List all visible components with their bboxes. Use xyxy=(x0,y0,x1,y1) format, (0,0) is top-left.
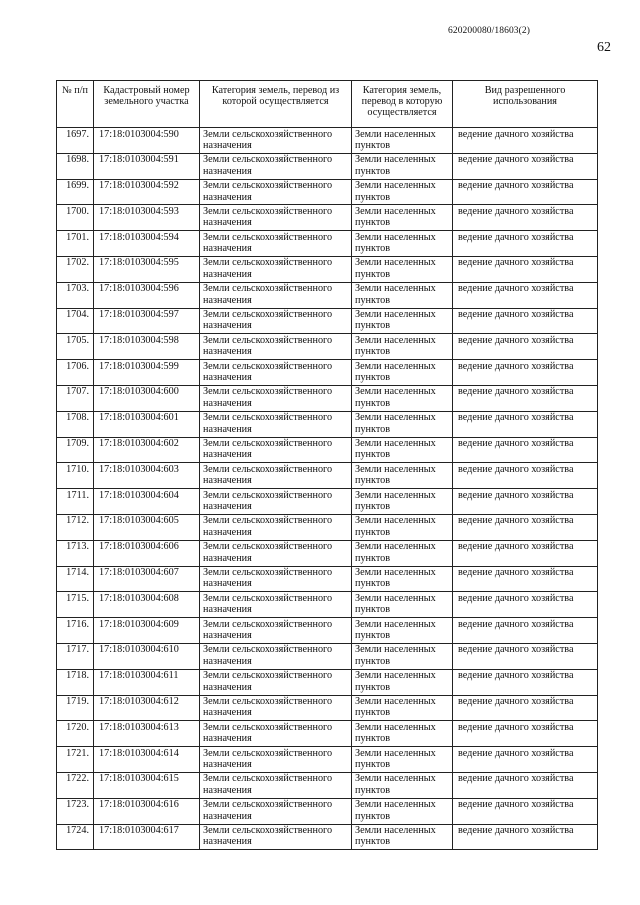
category-from-cell: Земли сельскохозяйственного назначения xyxy=(200,798,352,824)
cadastral-number-cell: 17:18:0103004:593 xyxy=(94,205,200,231)
category-from-cell: Земли сельскохозяйственного назначения xyxy=(200,334,352,360)
table-row xyxy=(57,411,598,437)
table-row xyxy=(57,282,598,308)
table-row xyxy=(57,437,598,463)
permitted-use-cell: ведение дачного хозяйства xyxy=(453,489,598,515)
category-to-cell: Земли населенных пунктов xyxy=(352,566,453,592)
permitted-use-cell: ведение дачного хозяйства xyxy=(453,256,598,282)
category-to-cell: Земли населенных пунктов xyxy=(352,592,453,618)
category-to-cell: Земли населенных пунктов xyxy=(352,308,453,334)
row-number-cell: 1710. xyxy=(57,463,94,489)
column-header-number: № п/п xyxy=(57,81,94,128)
permitted-use-cell: ведение дачного хозяйства xyxy=(453,334,598,360)
category-to-cell: Земли населенных пунктов xyxy=(352,128,453,154)
cadastral-number-cell: 17:18:0103004:598 xyxy=(94,334,200,360)
category-to-cell: Земли населенных пунктов xyxy=(352,721,453,747)
table-row xyxy=(57,231,598,257)
category-from-cell: Земли сельскохозяйственного назначения xyxy=(200,437,352,463)
cadastral-number-cell: 17:18:0103004:613 xyxy=(94,721,200,747)
table-row xyxy=(57,772,598,798)
category-from-cell: Земли сельскохозяйственного назначения xyxy=(200,360,352,386)
permitted-use-cell: ведение дачного хозяйства xyxy=(453,437,598,463)
table-row xyxy=(57,308,598,334)
table-row xyxy=(57,514,598,540)
category-to-cell: Земли населенных пунктов xyxy=(352,463,453,489)
row-number-cell: 1717. xyxy=(57,643,94,669)
category-to-cell: Земли населенных пунктов xyxy=(352,695,453,721)
permitted-use-cell: ведение дачного хозяйства xyxy=(453,308,598,334)
row-number-cell: 1721. xyxy=(57,747,94,773)
permitted-use-cell: ведение дачного хозяйства xyxy=(453,205,598,231)
category-to-cell: Земли населенных пунктов xyxy=(352,824,453,850)
permitted-use-cell: ведение дачного хозяйства xyxy=(453,618,598,644)
table-row xyxy=(57,128,598,154)
permitted-use-cell: ведение дачного хозяйства xyxy=(453,747,598,773)
permitted-use-cell: ведение дачного хозяйства xyxy=(453,385,598,411)
table-header xyxy=(57,81,598,128)
row-number-cell: 1704. xyxy=(57,308,94,334)
cadastral-number-cell: 17:18:0103004:612 xyxy=(94,695,200,721)
row-number-cell: 1715. xyxy=(57,592,94,618)
row-number-cell: 1699. xyxy=(57,179,94,205)
cadastral-number-cell: 17:18:0103004:616 xyxy=(94,798,200,824)
permitted-use-cell: ведение дачного хозяйства xyxy=(453,721,598,747)
permitted-use-cell: ведение дачного хозяйства xyxy=(453,231,598,257)
category-from-cell: Земли сельскохозяйственного назначения xyxy=(200,205,352,231)
category-to-cell: Земли населенных пунктов xyxy=(352,179,453,205)
column-header-category-to: Категория земель, перевод в которую осуществляется xyxy=(352,81,453,128)
category-to-cell: Земли населенных пунктов xyxy=(352,669,453,695)
table-row xyxy=(57,153,598,179)
permitted-use-cell: ведение дачного хозяйства xyxy=(453,153,598,179)
row-number-cell: 1701. xyxy=(57,231,94,257)
row-number-cell: 1714. xyxy=(57,566,94,592)
category-from-cell: Земли сельскохозяйственного назначения xyxy=(200,411,352,437)
row-number-cell: 1718. xyxy=(57,669,94,695)
cadastral-number-cell: 17:18:0103004:602 xyxy=(94,437,200,463)
cadastral-number-cell: 17:18:0103004:590 xyxy=(94,128,200,154)
category-from-cell: Земли сельскохозяйственного назначения xyxy=(200,463,352,489)
table-row xyxy=(57,721,598,747)
permitted-use-cell: ведение дачного хозяйства xyxy=(453,566,598,592)
row-number-cell: 1707. xyxy=(57,385,94,411)
category-from-cell: Земли сельскохозяйственного назначения xyxy=(200,540,352,566)
cadastral-number-cell: 17:18:0103004:594 xyxy=(94,231,200,257)
row-number-cell: 1703. xyxy=(57,282,94,308)
row-number-cell: 1711. xyxy=(57,489,94,515)
permitted-use-cell: ведение дачного хозяйства xyxy=(453,179,598,205)
row-number-cell: 1719. xyxy=(57,695,94,721)
table-row xyxy=(57,256,598,282)
cadastral-number-cell: 17:18:0103004:607 xyxy=(94,566,200,592)
row-number-cell: 1713. xyxy=(57,540,94,566)
permitted-use-cell: ведение дачного хозяйства xyxy=(453,669,598,695)
cadastral-number-cell: 17:18:0103004:595 xyxy=(94,256,200,282)
cadastral-number-cell: 17:18:0103004:606 xyxy=(94,540,200,566)
column-header-cadastral-number: Кадастровый номер земельного участка xyxy=(94,81,200,128)
row-number-cell: 1709. xyxy=(57,437,94,463)
cadastral-number-cell: 17:18:0103004:615 xyxy=(94,772,200,798)
row-number-cell: 1722. xyxy=(57,772,94,798)
cadastral-number-cell: 17:18:0103004:604 xyxy=(94,489,200,515)
category-from-cell: Земли сельскохозяйственного назначения xyxy=(200,772,352,798)
row-number-cell: 1716. xyxy=(57,618,94,644)
cadastral-number-cell: 17:18:0103004:617 xyxy=(94,824,200,850)
category-from-cell: Земли сельскохозяйственного назначения xyxy=(200,514,352,540)
table-row xyxy=(57,205,598,231)
column-header-category-from: Категория земель, перевод из которой осуществляется xyxy=(200,81,352,128)
category-to-cell: Земли населенных пунктов xyxy=(352,334,453,360)
category-to-cell: Земли населенных пунктов xyxy=(352,282,453,308)
cadastral-number-cell: 17:18:0103004:596 xyxy=(94,282,200,308)
table-row xyxy=(57,179,598,205)
permitted-use-cell: ведение дачного хозяйства xyxy=(453,411,598,437)
category-to-cell: Земли населенных пунктов xyxy=(352,437,453,463)
category-from-cell: Земли сельскохозяйственного назначения xyxy=(200,643,352,669)
category-from-cell: Земли сельскохозяйственного назначения xyxy=(200,695,352,721)
category-from-cell: Земли сельскохозяйственного назначения xyxy=(200,824,352,850)
category-from-cell: Земли сельскохозяйственного назначения xyxy=(200,489,352,515)
category-to-cell: Земли населенных пунктов xyxy=(352,540,453,566)
category-to-cell: Земли населенных пунктов xyxy=(352,643,453,669)
row-number-cell: 1700. xyxy=(57,205,94,231)
row-number-cell: 1705. xyxy=(57,334,94,360)
table-row xyxy=(57,824,598,850)
category-from-cell: Земли сельскохозяйственного назначения xyxy=(200,256,352,282)
permitted-use-cell: ведение дачного хозяйства xyxy=(453,128,598,154)
table-row xyxy=(57,695,598,721)
permitted-use-cell: ведение дачного хозяйства xyxy=(453,695,598,721)
category-to-cell: Земли населенных пунктов xyxy=(352,514,453,540)
cadastral-number-cell: 17:18:0103004:611 xyxy=(94,669,200,695)
category-to-cell: Земли населенных пунктов xyxy=(352,205,453,231)
row-number-cell: 1698. xyxy=(57,153,94,179)
permitted-use-cell: ведение дачного хозяйства xyxy=(453,592,598,618)
cadastral-number-cell: 17:18:0103004:592 xyxy=(94,179,200,205)
category-to-cell: Земли населенных пунктов xyxy=(352,231,453,257)
cadastral-number-cell: 17:18:0103004:599 xyxy=(94,360,200,386)
category-from-cell: Земли сельскохозяйственного назначения xyxy=(200,747,352,773)
table-row xyxy=(57,540,598,566)
table-row xyxy=(57,360,598,386)
row-number-cell: 1723. xyxy=(57,798,94,824)
category-to-cell: Земли населенных пунктов xyxy=(352,489,453,515)
permitted-use-cell: ведение дачного хозяйства xyxy=(453,643,598,669)
category-to-cell: Земли населенных пунктов xyxy=(352,772,453,798)
category-to-cell: Земли населенных пунктов xyxy=(352,385,453,411)
category-from-cell: Земли сельскохозяйственного назначения xyxy=(200,669,352,695)
document-number: 620200080/18603(2) xyxy=(448,26,531,36)
table-row xyxy=(57,463,598,489)
category-to-cell: Земли населенных пунктов xyxy=(352,153,453,179)
table-row xyxy=(57,489,598,515)
column-header-permitted-use: Вид разрешенного использования xyxy=(453,81,598,128)
table-header-row xyxy=(57,81,598,128)
table-row xyxy=(57,334,598,360)
page-number: 62 xyxy=(597,40,611,55)
table-row xyxy=(57,643,598,669)
table-row xyxy=(57,669,598,695)
table-row xyxy=(57,592,598,618)
category-from-cell: Земли сельскохозяйственного назначения xyxy=(200,721,352,747)
category-to-cell: Земли населенных пунктов xyxy=(352,360,453,386)
permitted-use-cell: ведение дачного хозяйства xyxy=(453,282,598,308)
table-row xyxy=(57,385,598,411)
cadastral-number-cell: 17:18:0103004:603 xyxy=(94,463,200,489)
category-from-cell: Земли сельскохозяйственного назначения xyxy=(200,282,352,308)
permitted-use-cell: ведение дачного хозяйства xyxy=(453,463,598,489)
table-row xyxy=(57,798,598,824)
row-number-cell: 1697. xyxy=(57,128,94,154)
cadastral-number-cell: 17:18:0103004:591 xyxy=(94,153,200,179)
cadastral-number-cell: 17:18:0103004:601 xyxy=(94,411,200,437)
row-number-cell: 1708. xyxy=(57,411,94,437)
category-from-cell: Земли сельскохозяйственного назначения xyxy=(200,231,352,257)
permitted-use-cell: ведение дачного хозяйства xyxy=(453,514,598,540)
category-from-cell: Земли сельскохозяйственного назначения xyxy=(200,566,352,592)
category-to-cell: Земли населенных пунктов xyxy=(352,256,453,282)
table-row xyxy=(57,618,598,644)
table-row xyxy=(57,566,598,592)
category-from-cell: Земли сельскохозяйственного назначения xyxy=(200,179,352,205)
category-from-cell: Земли сельскохозяйственного назначения xyxy=(200,618,352,644)
category-from-cell: Земли сельскохозяйственного назначения xyxy=(200,128,352,154)
category-to-cell: Земли населенных пунктов xyxy=(352,798,453,824)
cadastral-number-cell: 17:18:0103004:597 xyxy=(94,308,200,334)
permitted-use-cell: ведение дачного хозяйства xyxy=(453,798,598,824)
cadastral-number-cell: 17:18:0103004:600 xyxy=(94,385,200,411)
category-from-cell: Земли сельскохозяйственного назначения xyxy=(200,592,352,618)
cadastral-number-cell: 17:18:0103004:608 xyxy=(94,592,200,618)
row-number-cell: 1706. xyxy=(57,360,94,386)
category-to-cell: Земли населенных пунктов xyxy=(352,747,453,773)
category-from-cell: Земли сельскохозяйственного назначения xyxy=(200,308,352,334)
row-number-cell: 1712. xyxy=(57,514,94,540)
table-body xyxy=(57,128,598,850)
cadastral-number-cell: 17:18:0103004:610 xyxy=(94,643,200,669)
category-to-cell: Земли населенных пунктов xyxy=(352,618,453,644)
category-from-cell: Земли сельскохозяйственного назначения xyxy=(200,385,352,411)
category-to-cell: Земли населенных пунктов xyxy=(352,411,453,437)
category-from-cell: Земли сельскохозяйственного назначения xyxy=(200,153,352,179)
table-row xyxy=(57,747,598,773)
cadastral-number-cell: 17:18:0103004:609 xyxy=(94,618,200,644)
row-number-cell: 1702. xyxy=(57,256,94,282)
permitted-use-cell: ведение дачного хозяйства xyxy=(453,772,598,798)
land-plots-table-container xyxy=(56,80,597,850)
land-plots-table xyxy=(56,80,598,850)
row-number-cell: 1724. xyxy=(57,824,94,850)
permitted-use-cell: ведение дачного хозяйства xyxy=(453,360,598,386)
row-number-cell: 1720. xyxy=(57,721,94,747)
cadastral-number-cell: 17:18:0103004:605 xyxy=(94,514,200,540)
permitted-use-cell: ведение дачного хозяйства xyxy=(453,824,598,850)
cadastral-number-cell: 17:18:0103004:614 xyxy=(94,747,200,773)
permitted-use-cell: ведение дачного хозяйства xyxy=(453,540,598,566)
